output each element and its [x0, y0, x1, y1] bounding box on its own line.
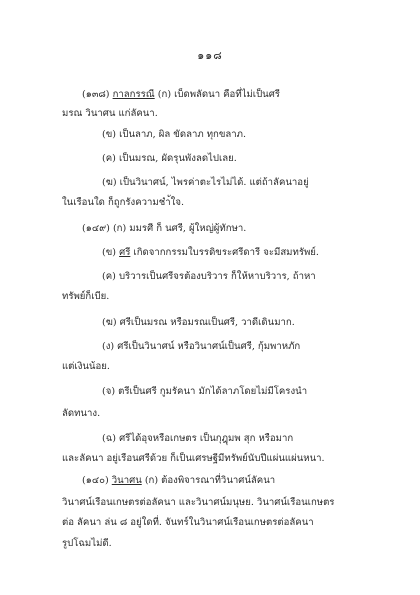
text-line: [82, 474, 275, 487]
entry-text: ลัดทนาง.: [62, 408, 101, 419]
entry-text: (ก) มมรศี ก็ นศรี, ผู้ใหญ่ผู้ทักษา.: [112, 223, 247, 234]
text-line: [102, 432, 293, 445]
entry-text: ศรีเป็นมรณ หรือมรณเป็นศรี, วาดีเดินมาก.: [119, 317, 295, 328]
text-line: [62, 407, 100, 420]
text-line: [62, 360, 110, 373]
text-line: [102, 246, 319, 259]
text-line: [62, 196, 184, 209]
item-marker: (จ): [102, 386, 116, 397]
entry-heading: ศรี: [119, 247, 131, 258]
text-line: [62, 537, 112, 550]
text-line: [62, 516, 314, 529]
item-marker: (ฆ): [102, 177, 117, 188]
text-line: [102, 340, 300, 353]
entry-text: (ก) ต้องพิจารณาที่วินาศน์ลัคนา: [144, 475, 276, 486]
text-line: [62, 452, 325, 465]
entry-text: แต่เงินน้อย.: [62, 361, 110, 372]
entry-text: (ก) เบ็ดพลัดนา คือที่ไม่เป็นศรี: [157, 89, 280, 100]
entry-text: เป็นลาภ, ผิล ขัดลาภ ทุกขลาภ.: [119, 129, 247, 140]
text-line: [102, 128, 246, 141]
entry-text: ทรัพย์ก็เบีย.: [62, 291, 110, 302]
entry-text: เกิดจากกรรมใบรรดิขระศรีดารี จะมีสมทรัพย์.: [133, 247, 319, 258]
item-marker: (ค): [102, 153, 116, 164]
entry-text: ในเรือนใด ก็ถูกรังความชำ้ใจ.: [62, 197, 184, 208]
text-line: [102, 270, 316, 283]
item-marker: (ข): [102, 129, 117, 140]
text-line: [102, 176, 309, 189]
entry-text: ศรีเป็นวินาศน์ หรือวินาศน์เป็นศรี, กุ้มพาหภัก: [117, 341, 301, 352]
entry-text: มรณ วินาศน แก่ลัคนา.: [62, 108, 158, 119]
item-marker: (ค): [102, 271, 116, 282]
entry-text: และลัคนา อยู่เรือนศรีด้วย ก็เป็นเศรษฐีมีทรัพย์นับปีแผ่นแผ่นหนา.: [62, 453, 325, 464]
item-marker: (ง): [102, 341, 115, 352]
entry-text: บริวารเป็นศรีจรต้องบริวาร ก็ให้หาบริวาร, ถ้าหา: [118, 271, 316, 282]
text-line: [62, 290, 109, 303]
text-line: [62, 107, 158, 120]
entry-heading: กาลกรรณี: [112, 89, 155, 100]
entry-text: เป็นมรณ, ผัดรุนพังลดไปเลย.: [118, 153, 237, 164]
item-marker: (๑๔๐): [82, 475, 109, 486]
entry-text: ศรีได้อุจหรือเกษตร เป็นกุฎุมพ สุก หรือมาก: [119, 433, 294, 444]
item-marker: (๑๔๙): [82, 223, 110, 234]
item-marker: (๑๓๘): [82, 89, 110, 100]
entry-text: รูปโฉมไม่ดี.: [62, 538, 112, 549]
text-line: [82, 222, 246, 235]
item-marker: (ฉ): [102, 433, 117, 444]
entry-text: วินาศน์เรือนเกษตรต่อลัคนา และวินาศน์มนุษย. วินาศน์เรือนเกษตร: [62, 497, 335, 508]
entry-text: ต่อ ลัคนา ล่น ๘ อยู่ใดที่. จันทร์ในวินาศน์เรือนเกษตรต่อลัคนา: [62, 517, 314, 528]
text-line: [82, 88, 280, 101]
text-line: [62, 496, 334, 509]
entry-text: เป็นวินาศน์, ไพรค่าตะไรไม่ได้. แต่ถ้าลัคนาอยู่: [119, 177, 309, 188]
item-marker: (ฆ): [102, 317, 117, 328]
entry-text: ตรีเป็นศรี กูมรัคนา มักได้ลาภโดยไม่มีโครงนำ: [118, 386, 308, 397]
item-marker: (ข): [102, 247, 117, 258]
entry-heading: วินาศน: [111, 475, 142, 486]
text-line: [102, 316, 295, 329]
text-line: [102, 152, 237, 165]
page-number: ๑๑๘: [197, 49, 223, 62]
text-line: [102, 385, 307, 398]
